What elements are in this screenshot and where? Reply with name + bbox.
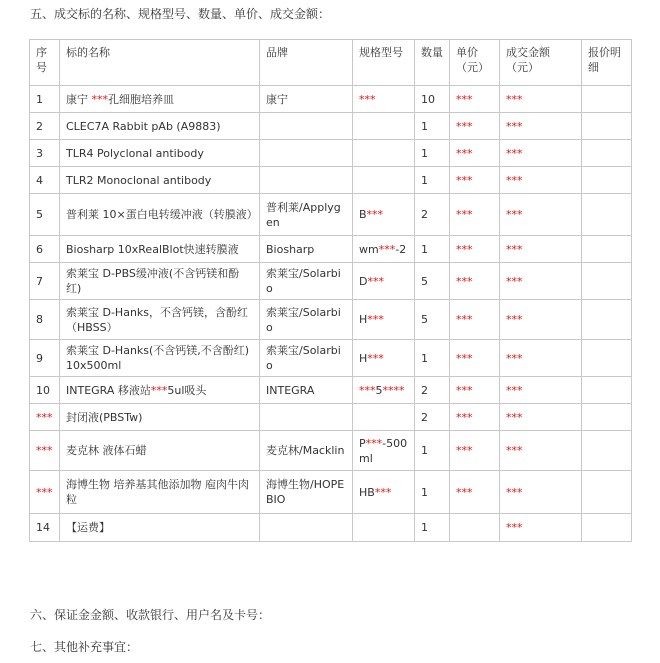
cell-text: 封闭液(PBSTw) (66, 410, 143, 424)
item-name-cell (60, 514, 260, 542)
item-name-cell (60, 263, 260, 300)
quote-detail-cell (582, 236, 632, 263)
cell-text: 1 (421, 173, 428, 187)
redacted-text: *** (456, 146, 473, 160)
quote-detail-cell (582, 300, 632, 340)
spec-cell (353, 194, 415, 236)
cell-text: 索莱宝 D-Hanks(不含钙镁,不含酚红) 10x500ml (66, 344, 250, 372)
item-name-cell (60, 140, 260, 167)
quote-detail-cell (582, 140, 632, 167)
cell-text: 5 (36, 208, 43, 221)
table-row (30, 167, 632, 194)
cell-text: 2 (36, 119, 43, 133)
cell-text: wm (359, 242, 379, 256)
redacted-text: *** (506, 410, 523, 424)
cell-text: 康宁 (66, 92, 92, 106)
quote-detail-cell (582, 340, 632, 377)
amount-cell (500, 86, 582, 113)
brand-cell (260, 471, 353, 514)
cell-text: 5 (421, 313, 428, 326)
redacted-text: *** (506, 146, 523, 160)
cell-text: 康宁 (266, 92, 288, 106)
unit-price-cell (450, 377, 500, 404)
row-number-cell (30, 86, 60, 113)
row-number-cell (30, 194, 60, 236)
redacted-text: **** (382, 383, 405, 397)
header-cell: 报价明细 (582, 40, 632, 86)
quantity-cell (415, 167, 450, 194)
item-name-cell (60, 471, 260, 514)
redacted-text: *** (359, 383, 376, 397)
redacted-text: *** (36, 485, 53, 499)
spec-cell (353, 86, 415, 113)
item-name-cell (60, 194, 260, 236)
cell-text: 2 (421, 208, 428, 221)
section-5-heading: 五、成交标的名称、规格型号、数量、单价、成交金额： (30, 7, 331, 21)
unit-price-cell (450, 263, 500, 300)
row-number-cell (30, 300, 60, 340)
redacted-text: *** (456, 173, 473, 187)
cell-text: 9 (36, 351, 43, 365)
redacted-text: *** (365, 436, 383, 450)
amount-cell (500, 263, 582, 300)
table-row (30, 140, 632, 167)
spec-cell (353, 236, 415, 263)
table-row (30, 263, 632, 300)
quantity-cell (415, 340, 450, 377)
cell-text: 1 (421, 485, 428, 499)
cell-text: 1 (421, 146, 428, 160)
table-row (30, 404, 632, 431)
redacted-text: *** (359, 92, 376, 106)
table-row (30, 514, 632, 542)
cell-text: 1 (36, 92, 43, 106)
cell-text: 索莱宝/Solarbio (266, 344, 341, 372)
item-name-cell (60, 431, 260, 471)
amount-cell (500, 431, 582, 471)
redacted-text: *** (367, 351, 384, 365)
unit-price-cell (450, 140, 500, 167)
table-row (30, 300, 632, 340)
cell-text: -500ml (359, 436, 408, 465)
table-row (30, 236, 632, 263)
redacted-text: *** (456, 313, 473, 326)
brand-cell (260, 404, 353, 431)
cell-text: 普利莱/Applygen (266, 200, 341, 229)
item-name-cell (60, 86, 260, 113)
spec-cell (353, 404, 415, 431)
cell-text: 索莱宝/Solarbio (266, 267, 341, 295)
cell-text: 【运费】 (66, 521, 110, 534)
cell-text: H (359, 313, 368, 326)
deal-items-table (29, 39, 632, 542)
redacted-text: *** (456, 92, 473, 106)
unit-price-cell (450, 514, 500, 542)
cell-text: 1 (421, 119, 428, 133)
redacted-text: *** (506, 485, 523, 499)
brand-cell (260, 300, 353, 340)
quote-detail-cell (582, 431, 632, 471)
row-number-cell (30, 431, 60, 471)
redacted-text: *** (506, 313, 523, 326)
quote-detail-cell (582, 404, 632, 431)
cell-text: CLEC7A Rabbit pAb (A9883) (66, 119, 221, 133)
amount-cell (500, 300, 582, 340)
amount-cell (500, 404, 582, 431)
unit-price-cell (450, 404, 500, 431)
row-number-cell (30, 377, 60, 404)
quote-detail-cell (582, 471, 632, 514)
unit-price-cell (450, 300, 500, 340)
redacted-text: *** (36, 410, 53, 424)
redacted-text: *** (36, 444, 53, 457)
redacted-text: *** (456, 485, 473, 499)
quote-detail-cell (582, 194, 632, 236)
cell-text: D (359, 274, 368, 288)
brand-cell (260, 194, 353, 236)
item-name-cell (60, 404, 260, 431)
cell-text: -2 (395, 242, 407, 256)
redacted-text: *** (456, 208, 473, 221)
unit-price-cell (450, 471, 500, 514)
amount-cell (500, 514, 582, 542)
redacted-text: *** (374, 485, 392, 499)
spec-cell (353, 140, 415, 167)
quantity-cell (415, 263, 450, 300)
quantity-cell (415, 431, 450, 471)
unit-price-cell (450, 86, 500, 113)
amount-cell (500, 194, 582, 236)
quote-detail-cell (582, 113, 632, 140)
brand-cell (260, 377, 353, 404)
redacted-text: *** (378, 242, 396, 256)
cell-text: HB (359, 485, 375, 499)
quantity-cell (415, 194, 450, 236)
redacted-text: *** (506, 383, 523, 397)
cell-text: Biosharp 10xRealBlot快速转膜液 (66, 242, 239, 256)
amount-cell (500, 471, 582, 514)
quote-detail-cell (582, 263, 632, 300)
quantity-cell (415, 140, 450, 167)
brand-cell (260, 263, 353, 300)
cell-text: 1 (421, 242, 428, 256)
redacted-text: *** (506, 274, 523, 288)
spec-cell (353, 167, 415, 194)
amount-cell (500, 236, 582, 263)
header-cell: 数量 (415, 40, 450, 86)
spec-cell (353, 300, 415, 340)
cell-text: B (359, 208, 367, 221)
redacted-text: *** (506, 92, 523, 106)
quote-detail-cell (582, 514, 632, 542)
spec-cell (353, 113, 415, 140)
item-name-cell (60, 113, 260, 140)
cell-text: P (359, 436, 366, 450)
redacted-text: *** (506, 119, 523, 133)
brand-cell (260, 113, 353, 140)
cell-text: H (359, 351, 368, 365)
unit-price-cell (450, 236, 500, 263)
cell-text: 5 (421, 274, 428, 288)
cell-text: 14 (36, 521, 50, 534)
redacted-text: *** (456, 383, 473, 397)
cell-text: 索莱宝/Solarbio (266, 305, 341, 334)
cell-text: 普利莱 10×蛋白电转缓冲液（转膜液） (66, 208, 258, 221)
spec-cell (353, 263, 415, 300)
item-name-cell (60, 340, 260, 377)
row-number-cell (30, 404, 60, 431)
unit-price-cell (450, 431, 500, 471)
item-name-cell (60, 167, 260, 194)
cell-text: 10 (36, 383, 50, 397)
row-number-cell (30, 236, 60, 263)
amount-cell (500, 140, 582, 167)
amount-cell (500, 377, 582, 404)
redacted-text: *** (456, 410, 473, 424)
cell-text: INTEGRA 移液站 (66, 383, 151, 397)
unit-price-cell (450, 113, 500, 140)
redacted-text: *** (456, 274, 473, 288)
redacted-text: *** (506, 242, 523, 256)
cell-text: 1 (421, 521, 428, 534)
redacted-text: *** (150, 383, 168, 397)
quote-detail-cell (582, 86, 632, 113)
header-cell: 序号 (30, 40, 60, 86)
quantity-cell (415, 113, 450, 140)
item-name-cell (60, 236, 260, 263)
cell-text: INTEGRA (266, 383, 315, 397)
table-row (30, 113, 632, 140)
amount-cell (500, 167, 582, 194)
section-6-heading: 六、保证金金额、收款银行、用户名及卡号： (30, 608, 271, 622)
redacted-text: *** (91, 92, 108, 106)
cell-text: 5ul吸头 (167, 383, 207, 397)
cell-text: 7 (36, 274, 43, 288)
row-number-cell (30, 471, 60, 514)
row-number-cell (30, 140, 60, 167)
amount-cell (500, 340, 582, 377)
cell-text: 5 (375, 383, 383, 397)
spec-cell (353, 340, 415, 377)
table-header-row (30, 40, 632, 86)
spec-cell (353, 514, 415, 542)
redacted-text: *** (506, 173, 523, 187)
table-row (30, 194, 632, 236)
cell-text: TLR4 Polyclonal antibody (66, 146, 204, 160)
row-number-cell (30, 514, 60, 542)
table-row (30, 340, 632, 377)
redacted-text: *** (506, 351, 523, 365)
cell-text: 海博生物 培养基其他添加物 庖肉牛肉粒 (66, 478, 249, 506)
unit-price-cell (450, 340, 500, 377)
quantity-cell (415, 236, 450, 263)
redacted-text: *** (367, 313, 384, 326)
redacted-text: *** (456, 444, 473, 457)
cell-text: 6 (36, 242, 43, 256)
cell-text: Biosharp (266, 242, 315, 256)
quantity-cell (415, 471, 450, 514)
cell-text: 孔细胞培养皿 (108, 92, 174, 106)
cell-text: 2 (421, 383, 428, 397)
cell-text: 8 (36, 313, 43, 326)
unit-price-cell (450, 194, 500, 236)
row-number-cell (30, 113, 60, 140)
table-row (30, 86, 632, 113)
redacted-text: *** (456, 242, 473, 256)
header-cell: 品牌 (260, 40, 353, 86)
cell-text: TLR2 Monoclonal antibody (66, 173, 212, 187)
brand-cell (260, 167, 353, 194)
header-cell: 成交金额（元） (500, 40, 582, 86)
quantity-cell (415, 300, 450, 340)
redacted-text: *** (506, 521, 523, 534)
cell-text: 海博生物/HOPE BIO (266, 478, 345, 506)
quantity-cell (415, 404, 450, 431)
brand-cell (260, 236, 353, 263)
table-row (30, 377, 632, 404)
cell-text: 麦克林 液体石蜡 (66, 444, 147, 457)
header-cell: 规格型号 (353, 40, 415, 86)
quote-detail-cell (582, 167, 632, 194)
redacted-text: *** (456, 119, 473, 133)
brand-cell (260, 140, 353, 167)
row-number-cell (30, 263, 60, 300)
row-number-cell (30, 340, 60, 377)
spec-cell (353, 377, 415, 404)
row-number-cell (30, 167, 60, 194)
unit-price-cell (450, 167, 500, 194)
item-name-cell (60, 377, 260, 404)
brand-cell (260, 340, 353, 377)
spec-cell (353, 431, 415, 471)
redacted-text: *** (367, 274, 384, 288)
header-cell: 单价（元） (450, 40, 500, 86)
cell-text: 10 (421, 92, 435, 106)
quantity-cell (415, 377, 450, 404)
cell-text: 索莱宝 D-Hanks，不含钙镁，含酚红（HBSS） (66, 305, 249, 334)
cell-text: 1 (421, 351, 428, 365)
cell-text: 3 (36, 146, 43, 160)
quantity-cell (415, 86, 450, 113)
brand-cell (260, 86, 353, 113)
quote-detail-cell (582, 377, 632, 404)
amount-cell (500, 113, 582, 140)
item-name-cell (60, 300, 260, 340)
cell-text: 2 (421, 410, 428, 424)
redacted-text: *** (506, 444, 523, 457)
brand-cell (260, 514, 353, 542)
cell-text: 4 (36, 173, 43, 187)
redacted-text: *** (366, 208, 384, 221)
cell-text: 索莱宝 D-PBS缓冲液(不含钙镁和酚红) (66, 267, 240, 295)
table-row (30, 431, 632, 471)
redacted-text: *** (506, 208, 523, 221)
section-7-heading: 七、其他补充事宜： (30, 640, 139, 654)
quantity-cell (415, 514, 450, 542)
redacted-text: *** (456, 351, 473, 365)
table-row (30, 471, 632, 514)
cell-text: 麦克林/Macklin (266, 444, 345, 457)
spec-cell (353, 471, 415, 514)
cell-text: 1 (421, 444, 428, 457)
header-cell: 标的名称 (60, 40, 260, 86)
brand-cell (260, 431, 353, 471)
